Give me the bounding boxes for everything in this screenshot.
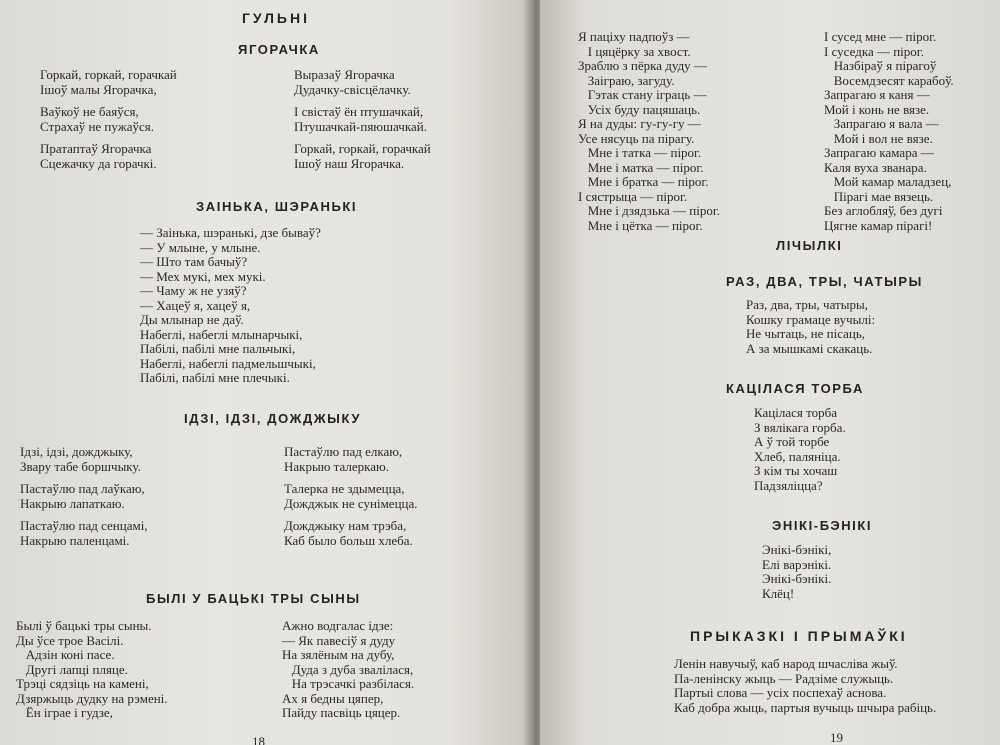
verse-line: Дуда з дуба звалілася, bbox=[282, 661, 414, 677]
verse-line: Ідзі, ідзі, дожджыку, bbox=[20, 444, 133, 459]
verse-line: — Чаму ж не узяў? bbox=[140, 283, 247, 298]
poem-byli-continued-col1 bbox=[578, 30, 720, 233]
verse-line: Энікі-бэнікі. bbox=[762, 571, 832, 586]
verse-line: Гэтак стану іграць — bbox=[578, 87, 707, 102]
verse-line: Клёц! bbox=[762, 585, 795, 601]
verse-line: Заіграю, загуду. bbox=[578, 72, 675, 88]
verse-line: Не чытаць, не пісаць, bbox=[746, 326, 866, 341]
verse-line: Сцежачку да горачкі. bbox=[40, 155, 157, 171]
verse-line: Горкай, горкай, горачкай bbox=[294, 141, 431, 156]
verse-line: Па-ленінску жыць — Радзіме служыць. bbox=[674, 670, 894, 686]
section-title-counting: ЛІЧЫЛКІ bbox=[776, 238, 843, 253]
verse-line: Запрагаю камара — bbox=[824, 145, 934, 160]
poem-torba-lines bbox=[754, 406, 846, 493]
verse-line: Ленін навучыў, каб народ шчасліва жыў. bbox=[674, 656, 898, 671]
verse-line: Мне і братка — пірог. bbox=[578, 174, 709, 189]
verse-line: Партыі слова — усіх поспехаў аснова. bbox=[674, 685, 887, 700]
verse-line: Другі лапці пляце. bbox=[16, 661, 128, 677]
verse-line: І суседка — пірог. bbox=[824, 43, 924, 59]
verse-line: Кошку грамаце вучылі: bbox=[746, 311, 876, 327]
verse-line: Усіх буду пацяшаць. bbox=[578, 101, 701, 117]
verse-line: А за мышкамі скакаць. bbox=[746, 340, 873, 356]
verse-line: Мой і конь не вязе. bbox=[824, 101, 930, 117]
verse-line: Каля вуха званара. bbox=[824, 159, 927, 175]
poem-yahorachka-col2 bbox=[294, 68, 431, 171]
verse-line: Пратаптаў Ягорачка bbox=[40, 141, 152, 156]
verse-line: Без аглобляў, без дугі bbox=[824, 203, 943, 218]
verse-line: Ах я бедны цяпер, bbox=[282, 690, 384, 706]
verse-line: Ды ўсе трое Васілі. bbox=[16, 632, 124, 648]
verse-line: Мне і цётка — пірог. bbox=[578, 217, 703, 233]
verse-line: — Што там бачыў? bbox=[140, 254, 248, 269]
verse-line: Набеглі, набеглі млынарчыкі, bbox=[140, 326, 303, 342]
poem-byli-col1 bbox=[16, 619, 168, 721]
verse-line: Запрагаю я каня — bbox=[824, 87, 930, 102]
verse-line: Кацілася торба bbox=[754, 405, 837, 420]
poem-title-byli: БЫЛІ У БАЦЬКІ ТРЫ СЫНЫ bbox=[146, 591, 361, 606]
verse-line: Набеглі, набеглі падмельшчыкі, bbox=[140, 355, 316, 371]
verse-line: Назбіраў я пірагоў bbox=[824, 58, 937, 73]
verse-line: Я на дуды: гу-гу-гу — bbox=[578, 116, 701, 131]
poem-zainka-lines bbox=[140, 226, 321, 386]
verse-line: Страхаў не пужаўся. bbox=[40, 118, 154, 134]
verse-line: Дожджык не сунімецца. bbox=[284, 495, 418, 511]
verse-line: Накрыю паленцамі. bbox=[20, 532, 130, 548]
verse-line: Мне і дзядзька — пірог. bbox=[578, 203, 720, 218]
verse-line: Птушачкай-пяюшачкай. bbox=[294, 118, 427, 134]
verse-line: І сусед мне — пірог. bbox=[824, 29, 937, 44]
verse-line: Горкай, горкай, горачкай bbox=[40, 67, 177, 82]
verse-line: Адзін коні пасе. bbox=[16, 647, 115, 662]
verse-line: Восемдзесят карабоў. bbox=[824, 72, 954, 88]
verse-line: Выразаў Ягорачка bbox=[294, 67, 395, 82]
verse-line: Я паціху падпоўз — bbox=[578, 29, 690, 44]
verse-line: На трэсачкі разбілася. bbox=[282, 676, 415, 691]
verse-line: Накрыю лапаткаю. bbox=[20, 495, 125, 511]
poem-title-zainka: ЗАІНЬКА, ШЭРАНЬКІ bbox=[196, 199, 358, 214]
verse-line: Пайду пасвіць цяцер. bbox=[282, 705, 401, 720]
verse-line: Цягне камар пірагі! bbox=[824, 217, 933, 233]
verse-line: Талерка не здымецца, bbox=[284, 481, 405, 496]
verse-line: — Заінька, шэранькі, дзе бываў? bbox=[140, 225, 321, 240]
page-number-right: 19 bbox=[830, 730, 843, 745]
verse-line: Звару табе боршчыку. bbox=[20, 458, 141, 474]
verse-line: Пастаўлю пад лаўкаю, bbox=[20, 481, 145, 496]
poem-title-yahorachka: ЯГОРАЧКА bbox=[238, 42, 320, 57]
verse-line: Хлеб, паляніца. bbox=[754, 448, 841, 464]
verse-line: Дудачку-свісцёлачку. bbox=[294, 81, 411, 97]
poem-title-torba: КАЦІЛАСЯ ТОРБА bbox=[726, 381, 864, 396]
poem-title-eniki: ЭНІКІ-БЭНІКІ bbox=[772, 518, 873, 533]
verse-line: Усе нясуць па пірагу. bbox=[578, 130, 695, 146]
verse-line: Мне і матка — пірог. bbox=[578, 159, 704, 175]
verse-line: З кім ты хочаш bbox=[754, 463, 838, 478]
poem-byli-continued-col2 bbox=[824, 30, 954, 233]
verse-line: Былі ў бацькі тры сыны. bbox=[16, 618, 152, 633]
poem-title-idzi: ІДЗІ, ІДЗІ, ДОЖДЖЫКУ bbox=[184, 411, 362, 426]
verse-line: Дожджыку нам трэба, bbox=[284, 518, 407, 533]
verse-line: З вялікага горба. bbox=[754, 419, 846, 435]
verse-line: Пабілі, пабілі мне пальчыкі, bbox=[140, 341, 296, 356]
verse-line: Раз, два, тры, чатыры, bbox=[746, 297, 868, 312]
verse-line: Каб было больш хлеба. bbox=[284, 532, 413, 548]
verse-line: — Мех мукі, мех мукі. bbox=[140, 268, 266, 284]
verse-line: На зялёным на дубу, bbox=[282, 647, 395, 662]
verse-line: І сястрыца — пірог. bbox=[578, 188, 688, 204]
poem-byli-col2 bbox=[282, 619, 414, 721]
verse-line: Пабілі, пабілі мне плечыкі. bbox=[140, 370, 290, 385]
verse-line: А ў той торбе bbox=[754, 434, 830, 449]
poem-eniki-lines bbox=[762, 543, 831, 601]
verse-line: Пастаўлю пад елкаю, bbox=[284, 444, 403, 459]
verse-line: Дзяржыць дудку на рэмені. bbox=[16, 690, 168, 706]
verse-line: І свістаў ён птушачкай, bbox=[294, 104, 424, 119]
verse-line: Пірагі мае вязець. bbox=[824, 188, 934, 204]
section-title-games: ГУЛЬНІ bbox=[242, 10, 310, 26]
proverbs-lines bbox=[674, 657, 936, 715]
page-number-left: 18 bbox=[252, 734, 265, 745]
verse-line: Запрагаю я вала — bbox=[824, 116, 939, 131]
verse-line: Мой камар маладзец, bbox=[824, 174, 952, 189]
poem-yahorachka-col1 bbox=[40, 68, 177, 171]
verse-line: Трэці сядзіць на камені, bbox=[16, 676, 149, 691]
verse-line: — Хацеў я, хацеў я, bbox=[140, 297, 251, 313]
verse-line: Энікі-бэнікі, bbox=[762, 542, 832, 557]
verse-line: — Як павесіў я дуду bbox=[282, 632, 396, 648]
verse-line: Зраблю з пёрка дуду — bbox=[578, 58, 707, 73]
verse-line: Мой і вол не вязе. bbox=[824, 130, 933, 146]
poem-raz-dva-lines bbox=[746, 298, 875, 356]
verse-line: Каб добра жыць, партыя вучыць шчыра рабіць. bbox=[674, 699, 937, 715]
verse-line: Падзяліцца? bbox=[754, 477, 823, 493]
verse-line: Ён іграе і гудзе, bbox=[16, 705, 113, 720]
verse-line: — У млыне, у млыне. bbox=[140, 239, 261, 255]
verse-line: Ішоў наш Ягорачка. bbox=[294, 155, 405, 171]
verse-line: Ішоў малы Ягорачка, bbox=[40, 81, 157, 97]
verse-line: Ды млынар не даў. bbox=[140, 312, 244, 327]
poem-idzi-col2 bbox=[284, 445, 418, 548]
verse-line: І цяцёрку за хвост. bbox=[578, 43, 691, 59]
verse-line: Пастаўлю пад сенцамі, bbox=[20, 518, 148, 533]
verse-line: Ваўкоў не баяўся, bbox=[40, 104, 139, 119]
verse-line: Накрыю талеркаю. bbox=[284, 458, 390, 474]
verse-line: Мне і татка — пірог. bbox=[578, 145, 702, 160]
poem-idzi-col1 bbox=[20, 445, 148, 548]
poem-title-raz-dva: РАЗ, ДВА, ТРЫ, ЧАТЫРЫ bbox=[726, 274, 924, 289]
right-page bbox=[540, 0, 1000, 745]
section-title-proverbs: ПРЫКАЗКІ І ПРЫМАЎКІ bbox=[690, 628, 908, 644]
verse-line: Елі варэнікі. bbox=[762, 556, 832, 572]
verse-line: Ажно водгалас ідзе: bbox=[282, 618, 394, 633]
